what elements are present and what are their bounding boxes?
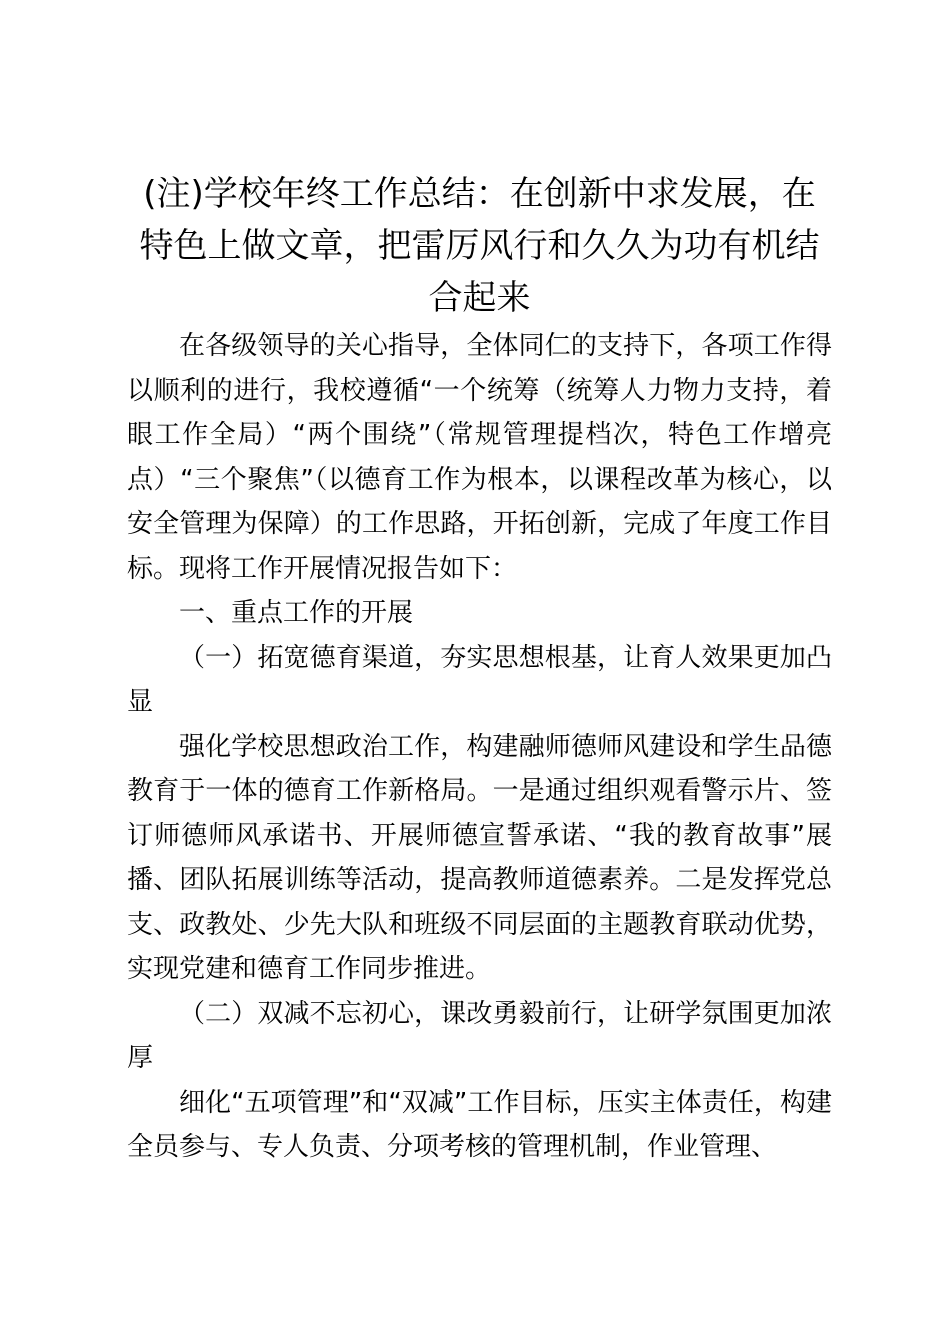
double-reduction-paragraph: 细化“五项管理”和“双减”工作目标，压实主体责任，构建全员参与、专人负责、分项考核的管理机制，作业管理、	[127, 1087, 832, 1162]
intro-paragraph: 在各级领导的关心指导，全体同仁的支持下，各项工作得以顺利的进行，我校遵循“一个统筹（统筹人力物力支持，着眼工作全局）“两个围绕”（常规管理提档次，特色工作增亮点）“三个聚焦”（以德育工作为根本，以课程改革为核心，以安全管理为保障）的工作思路，开拓创新，完成了年度工作目标。现将工作开展情况报告如下：	[127, 331, 832, 584]
document-body	[127, 168, 832, 1170]
section-heading-key-work: 一、重点工作的开展	[179, 598, 414, 628]
moral-education-paragraph: 强化学校思想政治工作，构建融师德师风建设和学生品德教育于一体的德育工作新格局。一是通过组织观看警示片、签订师德师风承诺书、开展师德宣誓承诺、“我的教育故事”展播、团队拓展训练等活动，提高教师道德素养。二是发挥党总支、政教处、少先大队和班级不同层面的主题教育联动优势，实现党建和德育工作同步推进。	[127, 731, 832, 984]
subsection-heading-double-reduction: （二）双减不忘初心，课改勇毅前行，让研学氛围更加浓厚	[127, 998, 832, 1073]
document-title: (注)学校年终工作总结：在创新中求发展，在特色上做文章，把雷厉风行和久久为功有机结合起来	[139, 174, 820, 318]
subsection-heading-moral-education: （一）拓宽德育渠道，夯实思想根基，让育人效果更加凸显	[127, 642, 832, 717]
